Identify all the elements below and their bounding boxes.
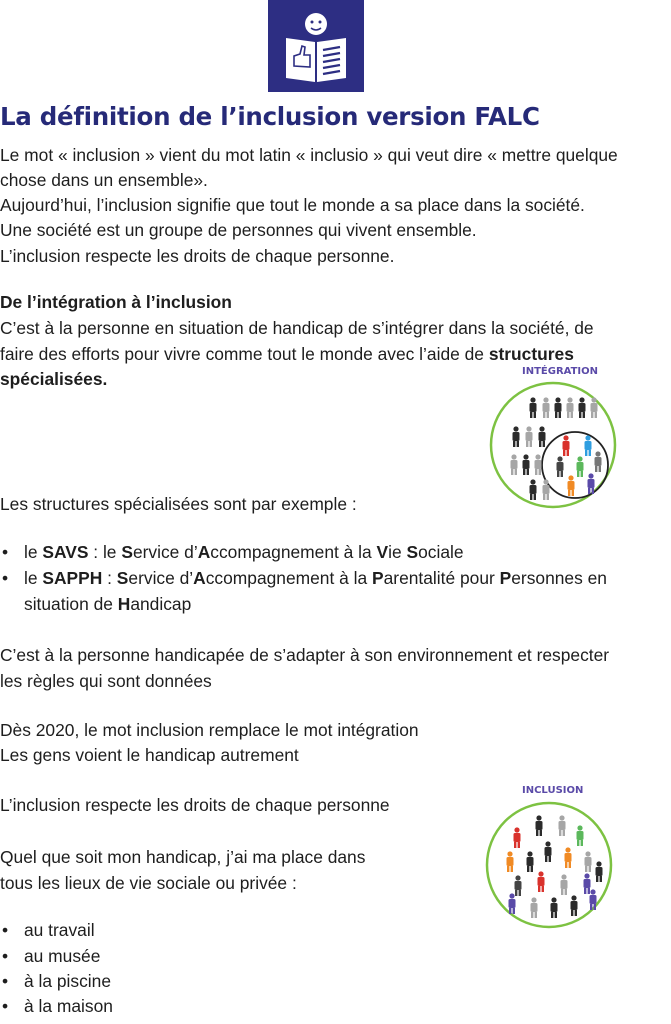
person-icon [585,435,592,456]
person-icon [507,851,514,872]
place-text: Quel que soit mon handicap, j’ai ma place dans [0,847,366,867]
integration-text: spécialisées. [0,369,108,389]
person-icon [568,475,575,496]
adapt-text: C’est à la personne handicapée de s’adapter à son environnement et respecter [0,645,610,665]
integration-illustration [488,380,618,510]
adapt-text: les règles qui sont données [0,671,212,691]
text-span: faire des efforts pour vivre comme tout le monde avec l’aide de [0,344,489,364]
intro-line: chose dans un ensemble». [0,170,208,190]
person-icon [509,893,516,914]
person-icon [565,847,572,868]
person-icon [555,397,562,418]
rights-text: L’inclusion respecte les droits de chaque personne [0,795,390,815]
person-icon [523,454,530,475]
structures-intro: Les structures spécialisées sont par exemple : [0,494,357,514]
person-icon [527,851,534,872]
person-icon [515,875,522,896]
bold-span: structures [488,344,574,364]
section-heading: De l’intégration à l’inclusion [0,292,232,312]
person-icon [571,895,578,916]
person-icon [530,397,537,418]
person-icon [584,873,591,894]
person-icon [538,871,545,892]
list-item: • au travail [0,918,95,944]
list-item-sapph-cont: situation de Handicap [24,594,192,614]
integration-text [0,342,574,368]
person-icon [526,426,533,447]
person-icon [535,454,542,475]
person-icon [545,841,552,862]
intro-line: L’inclusion respecte les droits de chaque personne. [0,246,395,266]
person-icon [530,479,537,500]
person-icon [557,456,564,477]
person-icon [567,397,574,418]
person-icon [551,897,558,918]
person-icon [536,815,543,836]
person-icon [539,426,546,447]
person-icon [514,827,521,848]
person-icon [559,815,566,836]
integration-figure-label: INTÉGRATION [522,366,599,377]
list-item: • à la maison [0,994,113,1020]
person-icon [561,874,568,895]
list-item: • au musée [0,944,100,970]
easy-to-read-logo-icon [268,0,364,92]
intro-line: Une société est un groupe de personnes qui vivent ensemble. [0,220,477,240]
person-icon [585,851,592,872]
person-icon [543,397,550,418]
since-text: Les gens voient le handicap autrement [0,745,299,765]
person-icon [513,426,520,447]
person-icon [531,897,538,918]
page-title: La définition de l’inclusion version FALC [0,102,540,131]
intro-line: Aujourd’hui, l’inclusion signifie que tout le monde a sa place dans la société. [0,195,585,215]
person-icon [577,825,584,846]
person-icon [588,473,595,494]
place-text: tous les lieux de vie sociale ou privée : [0,873,297,893]
person-icon [595,451,602,472]
person-icon [577,456,584,477]
list-item: • à la piscine [0,969,111,995]
person-icon [543,479,550,500]
since-text: Dès 2020, le mot inclusion remplace le mot intégration [0,720,419,740]
integration-text: C’est à la personne en situation de handicap de s’intégrer dans la société, de [0,318,594,338]
list-item-savs: • le SAVS : le Service d’Accompagnement à la Vie Sociale [0,540,464,566]
person-icon [591,397,598,418]
person-icon [511,454,518,475]
list-item-sapph: • le SAPPH : Service d’Accompagnement à la Parentalité pour Personnes en [0,566,607,592]
inclusion-figure-label: INCLUSION [522,785,584,796]
person-icon [579,397,586,418]
person-icon [563,435,570,456]
intro-line: Le mot « inclusion » vient du mot latin « inclusio » qui veut dire « mettre quelque [0,145,618,165]
person-icon [596,861,603,882]
inclusion-illustration [484,800,614,930]
